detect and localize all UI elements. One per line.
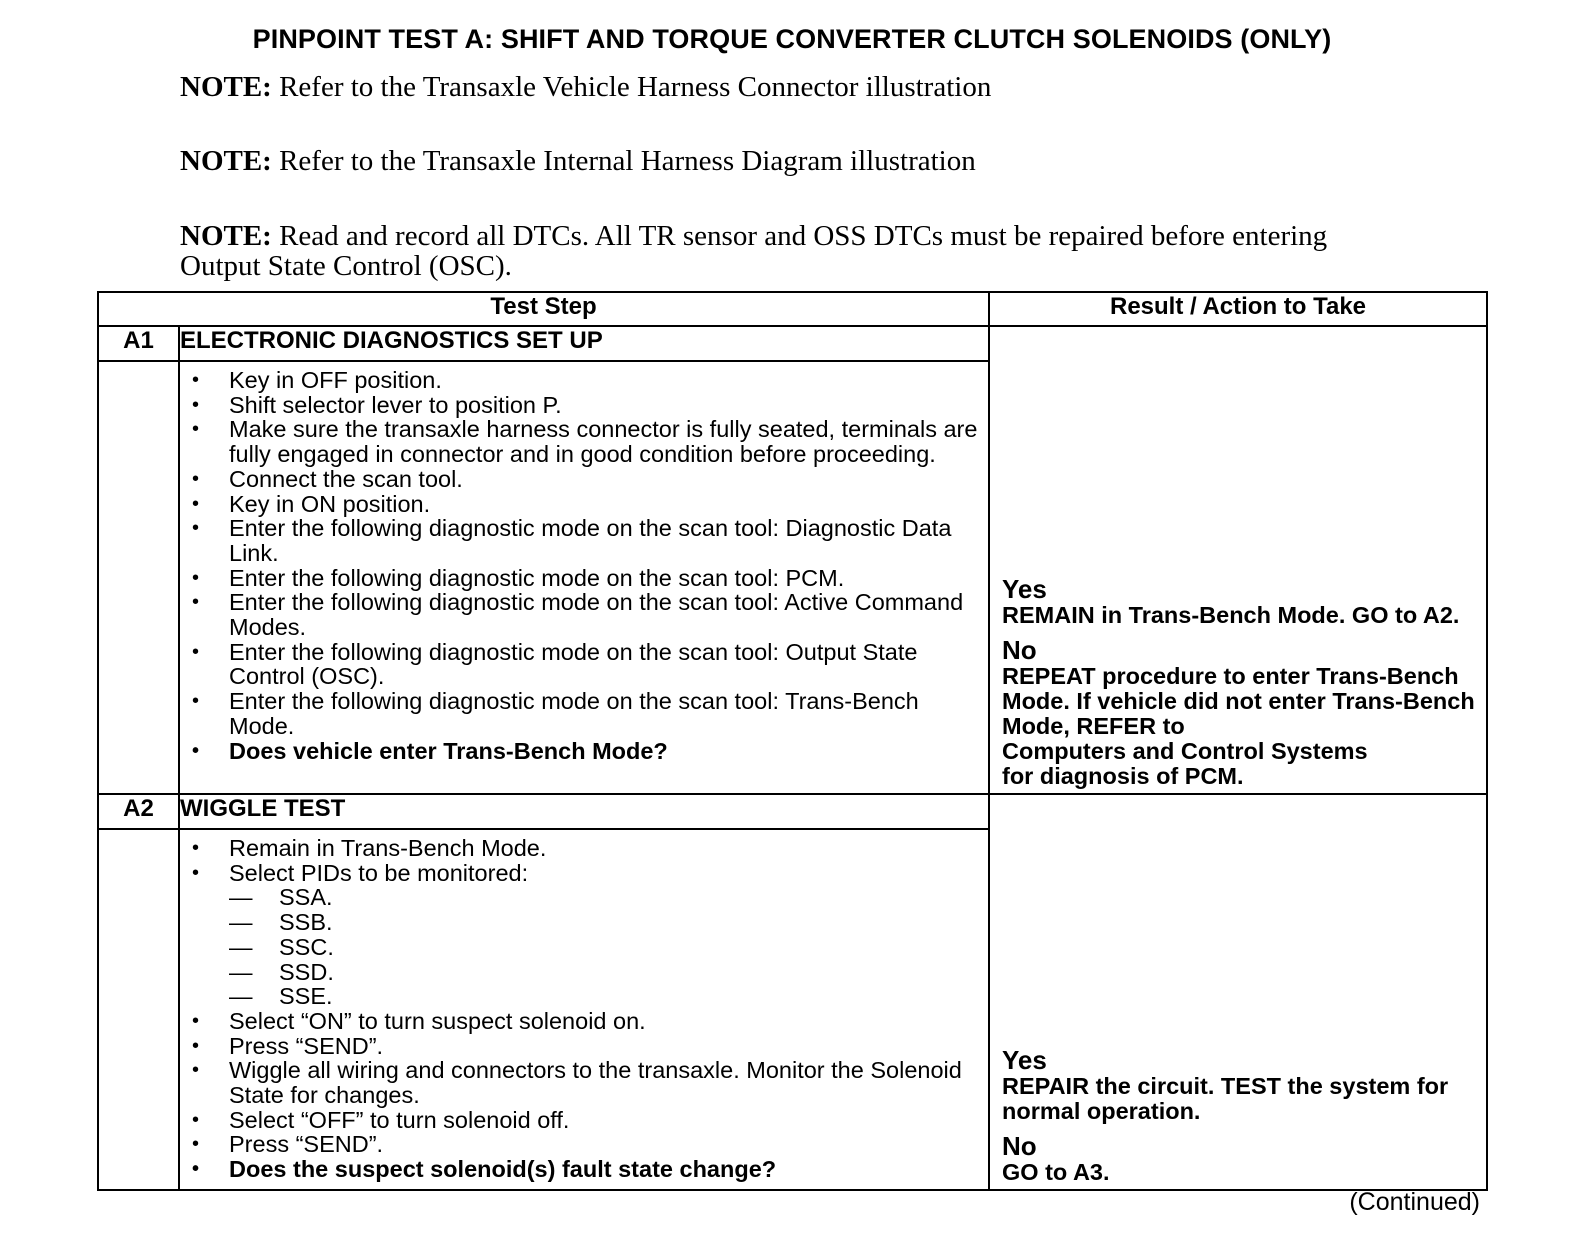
- result-no-label: No: [1002, 635, 1037, 665]
- note-text: Refer to the Transaxle Vehicle Harness Connector illustration: [279, 71, 992, 103]
- table-header-row: [98, 292, 1487, 326]
- step-a2-result-cell: [989, 794, 1487, 1190]
- list-item: • Press “SEND”.: [180, 1132, 988, 1157]
- step-id: A2: [98, 794, 179, 829]
- step-a1-title-row: [98, 326, 1487, 361]
- list-item: • Key in ON position.: [180, 492, 988, 517]
- note-label: NOTE:: [180, 71, 272, 103]
- note-internal-harness: [180, 146, 1380, 176]
- result-yes-text: REMAIN in Trans-Bench Mode. GO to A2.: [1002, 602, 1460, 628]
- page-title: PINPOINT TEST A: SHIFT AND TORQUE CONVERTER CLUTCH SOLENOIDS (ONLY): [252, 24, 1332, 54]
- result-no-text: REPEAT procedure to enter Trans-Bench Mode. If vehicle did not enter Trans-Bench Mode, REFER to: [1002, 663, 1475, 739]
- note-dtcs: [180, 221, 1380, 281]
- note-text: Read and record all DTCs. All TR sensor and OSS DTCs must be repaired before entering Output State Control (OSC).: [180, 220, 1328, 282]
- step-id: A1: [98, 326, 179, 361]
- result-no-text-end: for diagnosis of PCM.: [1002, 763, 1244, 789]
- list-item: • Select PIDs to be monitored: — SSA. — SSB. — SSC. — SSD. — SSE.: [180, 861, 988, 1009]
- list-item: • Make sure the transaxle harness connector is fully seated, terminals are fully engaged in connector and in good condition before proceeding.: [180, 417, 988, 466]
- pid-item: — SSD.: [229, 960, 988, 985]
- result-yes-label: Yes: [1002, 1045, 1047, 1075]
- pid-list: [229, 885, 988, 1009]
- note-label: NOTE:: [180, 145, 272, 177]
- note-label: NOTE:: [180, 220, 272, 252]
- pid-item: — SSA.: [229, 885, 988, 910]
- list-item: • Enter the following diagnostic mode on the scan tool: Active Command Modes.: [180, 590, 988, 639]
- list-item: • Enter the following diagnostic mode on the scan tool: Trans-Bench Mode.: [180, 689, 988, 738]
- note-harness-connector: [180, 72, 1380, 102]
- pinpoint-test-table: [97, 291, 1488, 1191]
- pid-item: — SSC.: [229, 935, 988, 960]
- result-no-reference: Computers and Control Systems: [1002, 738, 1368, 764]
- list-item: • Wiggle all wiring and connectors to the transaxle. Monitor the Solenoid State for changes.: [180, 1058, 988, 1107]
- list-item: • Shift selector lever to position P.: [180, 393, 988, 418]
- step-a1-instructions: [179, 361, 989, 794]
- list-item: • Press “SEND”.: [180, 1034, 988, 1059]
- pid-item: — SSE.: [229, 984, 988, 1009]
- result-no-text: GO to A3.: [1002, 1159, 1110, 1185]
- step-title: WIGGLE TEST: [179, 794, 989, 829]
- note-text: Refer to the Transaxle Internal Harness Diagram illustration: [279, 145, 976, 177]
- step-a2-title-row: [98, 794, 1487, 829]
- result-yes-text: REPAIR the circuit. TEST the system for normal operation.: [1002, 1073, 1449, 1124]
- list-item: • Enter the following diagnostic mode on the scan tool: Output State Control (OSC).: [180, 640, 988, 689]
- step-a1-result-cell: [989, 326, 1487, 794]
- list-item: • Select “ON” to turn suspect solenoid on.: [180, 1009, 988, 1034]
- step-question: • Does the suspect solenoid(s) fault state change?: [180, 1157, 988, 1182]
- list-item: • Enter the following diagnostic mode on the scan tool: PCM.: [180, 566, 988, 591]
- step-id-blank: [98, 361, 179, 794]
- step-question: • Does vehicle enter Trans-Bench Mode?: [180, 739, 988, 764]
- step-a2-instructions: [179, 829, 989, 1190]
- header-test-step: Test Step: [98, 292, 989, 326]
- header-result: Result / Action to Take: [989, 292, 1487, 326]
- pid-item: — SSB.: [229, 910, 988, 935]
- list-item: • Remain in Trans-Bench Mode.: [180, 836, 988, 861]
- result-yes-label: Yes: [1002, 574, 1047, 604]
- step-id-blank: [98, 829, 179, 1190]
- continued-label: (Continued): [1349, 1188, 1480, 1216]
- result-no-label: No: [1002, 1131, 1037, 1161]
- list-item: • Connect the scan tool.: [180, 467, 988, 492]
- list-item: • Key in OFF position.: [180, 368, 988, 393]
- step-title: ELECTRONIC DIAGNOSTICS SET UP: [179, 326, 989, 361]
- list-item: • Enter the following diagnostic mode on the scan tool: Diagnostic Data Link.: [180, 516, 988, 565]
- list-item: • Select “OFF” to turn solenoid off.: [180, 1108, 988, 1133]
